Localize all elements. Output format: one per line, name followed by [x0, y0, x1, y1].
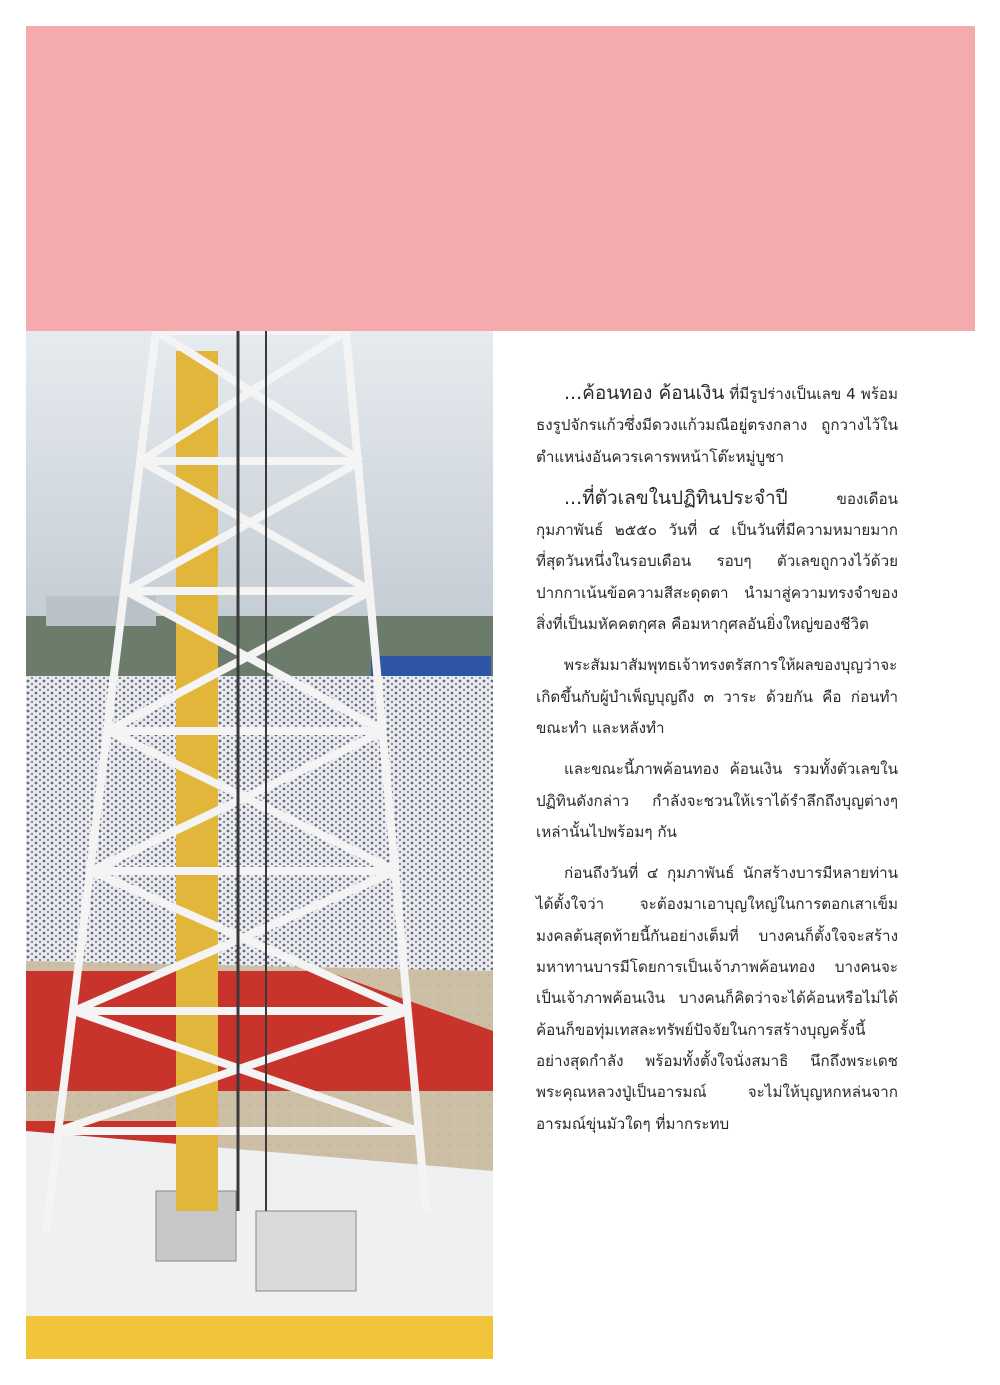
paragraph: พระสัมมาสัมพุทธเจ้าทรงตรัสการให้ผลของบุญว่าจะเกิดขึ้นกับผู้บำเพ็ญบุญถึง ๓ วาระ ด้วยกัน คือ ก่อนทำ ขณะทำ และหลังทำ: [536, 656, 898, 737]
sky: [26, 331, 493, 631]
paragraph-lead: ...ค้อนทอง ค้อนเงิน: [564, 382, 725, 404]
paragraph: [536, 378, 898, 473]
article-text: [536, 378, 898, 1150]
paragraph: และขณะนี้ภาพค้อนทอง ค้อนเงิน รวมทั้งตัวเลขในปฏิทินดังกล่าว กำลังจะชวนให้เราได้รำลึกถึงบุญต่างๆ เหล่านั้นไปพร้อมๆ กัน: [536, 760, 898, 841]
photo-illustration: [26, 331, 493, 1359]
paragraph: ก่อนถึงวันที่ ๔ กุมภาพันธ์ นักสร้างบารมีหลายท่านได้ตั้งใจว่า จะต้องมาเอาบุญใหญ่ในการตอกเสาเข็มมงคลต้นสุดท้ายนี้กันอย่างเต็มที่ บางคนก็ตั้งใจจะสร้างมหาทานบารมีโดยการเป็นเจ้าภาพค้อนทอง บางคนจะเป็นเจ้าภาพค้อนเงิน บางคนก็คิดว่าจะได้ค้อนหรือไม่ได้ค้อนก็ขอทุ่มเทสละทรัพย์ปัจจัยในการสร้างบุญครั้งนี้อย่างสุดกำลัง พร้อมทั้งตั้งใจนั่งสมาธิ นึกถึงพระเดชพระคุณหลวงปู่เป็นอารมณ์ จะไม่ให้บุญหกหล่นจากอารมณ์ขุ่นมัวใดๆ ที่มากระทบ: [536, 864, 898, 1133]
crane-tower-ceremony-photo: [26, 331, 493, 1359]
machinery: [256, 1211, 356, 1291]
paragraph: [536, 483, 898, 640]
paragraph-lead: ...ที่ตัวเลขในปฏิทินประจำปี: [564, 486, 788, 509]
header-banner: [26, 26, 975, 331]
paragraph-text: ของเดือนกุมภาพันธ์ ๒๕๕๐ วันที่ ๔ เป็นวันที่มีความหมายมากที่สุดวันหนึ่งในรอบเดือน รอบๆ ตัวเลขถูกวงไว้ด้วยปากกาเน้นข้อความสีสะดุดตา นำมาสู่ความทรงจำของสิ่งที่เป็นมหัคคตกุศล คือมหากุศลอันยิ่งใหญ่ของชีวิต: [536, 489, 898, 634]
yellow-base: [26, 1316, 493, 1359]
paragraph-text: ที่มีรูปร่างเป็นเลข 4 พร้อมธงรูปจักรแก้วซึ่งมีดวงแก้วมณีอยู่ตรงกลาง ถูกวางไว้ในตำแหน่งอันควรเคารพหน้าโต๊ะหมู่บูชา: [536, 385, 898, 466]
